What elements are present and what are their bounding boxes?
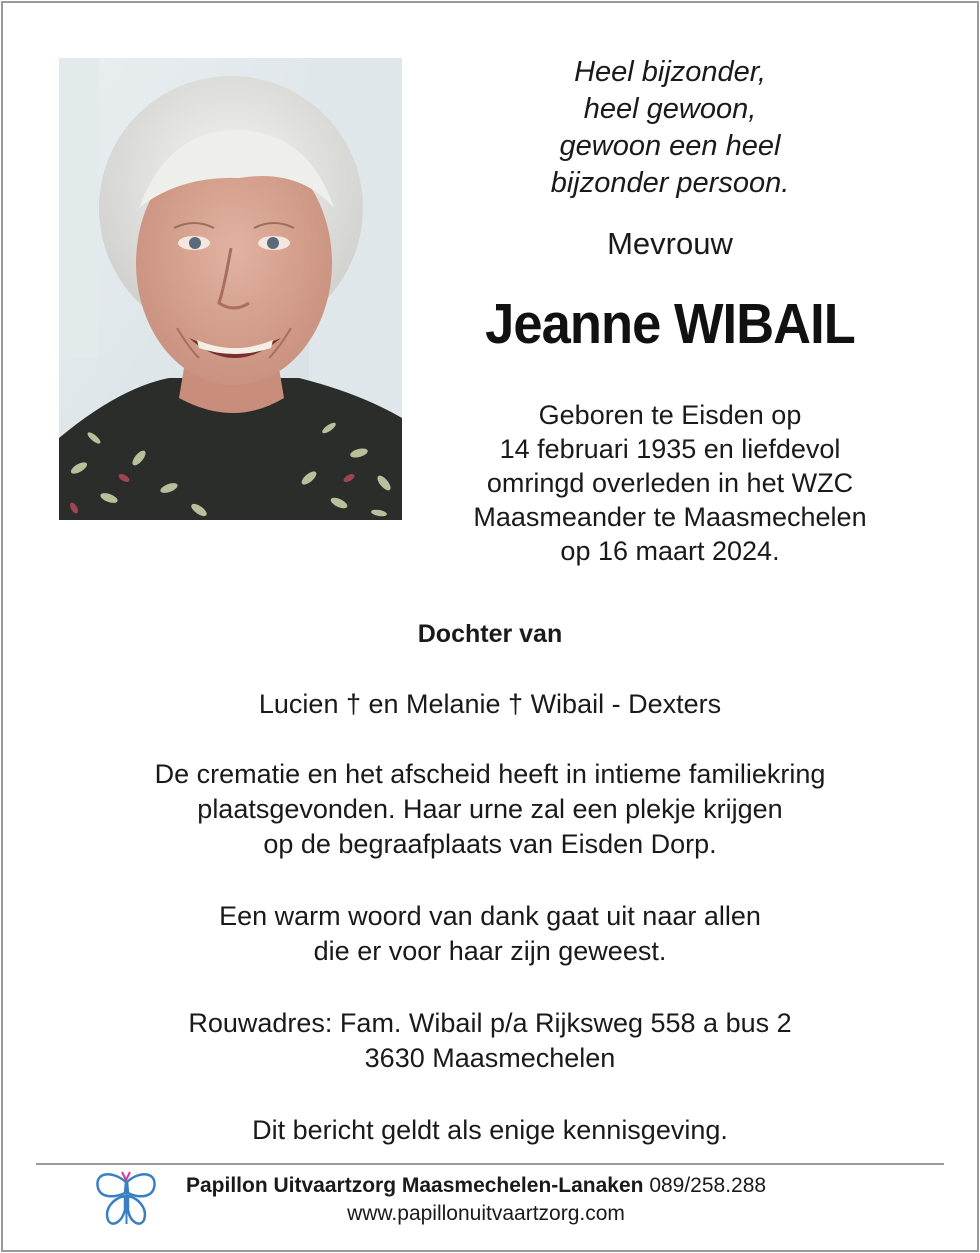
memorial-poem bbox=[430, 54, 910, 202]
cremation-line: plaatsgevonden. Haar urne zal een plekje krijgen bbox=[197, 794, 783, 824]
birth-death-line: Geboren te Eisden op bbox=[538, 400, 802, 430]
funeral-home-phone[interactable]: 089/258.288 bbox=[649, 1174, 767, 1197]
butterfly-icon bbox=[92, 1166, 162, 1232]
poem-line: bijzonder persoon. bbox=[550, 167, 790, 199]
poem-line: Heel bijzonder, bbox=[574, 56, 766, 88]
thanks-line: Een warm woord van dank gaat uit naar allen bbox=[219, 901, 761, 931]
address-line: 3630 Maasmechelen bbox=[364, 1043, 616, 1073]
birth-death-line: 14 februari 1935 en liefdevol bbox=[499, 434, 841, 464]
intro-column bbox=[430, 54, 910, 568]
footer-divider bbox=[36, 1163, 944, 1165]
mourning-address bbox=[0, 1006, 980, 1076]
deceased-name: Jeanne WIBAIL bbox=[485, 292, 855, 356]
funeral-home-contact bbox=[186, 1172, 886, 1200]
cremation-line: op de begraafplaats van Eisden Dorp. bbox=[263, 829, 717, 859]
poem-line: heel gewoon, bbox=[583, 93, 757, 125]
birth-death-line: omringd overleden in het WZC bbox=[486, 468, 854, 498]
address-line: Rouwadres: Fam. Wibail p/a Rijksweg 558 a bus 2 bbox=[188, 1008, 792, 1038]
cremation-line: De crematie en het afscheid heeft in intieme familiekring bbox=[154, 759, 826, 789]
parents-heading: Dochter van bbox=[417, 620, 563, 648]
notice-text: Dit bericht geldt als enige kennisgeving. bbox=[252, 1115, 728, 1145]
birth-death-details bbox=[430, 398, 910, 568]
thanks-line: die er voor haar zijn geweest. bbox=[313, 936, 667, 966]
funeral-home-website[interactable]: www.papillonuitvaartzorg.com bbox=[347, 1202, 625, 1225]
cremation-section bbox=[0, 757, 980, 862]
funeral-home-name: Papillon Uitvaartzorg Maasmechelen-Lanaken bbox=[186, 1174, 644, 1197]
birth-death-line: Maasmeander te Maasmechelen bbox=[473, 502, 867, 532]
salutation: Mevrouw bbox=[607, 226, 733, 261]
parents-names: Lucien † en Melanie † Wibail - Dexters bbox=[258, 689, 722, 719]
birth-death-line: op 16 maart 2024. bbox=[560, 536, 780, 566]
thanks-section bbox=[0, 899, 980, 969]
parents-section bbox=[0, 617, 980, 722]
funeral-home-info bbox=[186, 1172, 886, 1228]
portrait-photo bbox=[59, 58, 402, 520]
poem-line: gewoon een heel bbox=[559, 130, 781, 162]
notice-section bbox=[0, 1113, 980, 1148]
